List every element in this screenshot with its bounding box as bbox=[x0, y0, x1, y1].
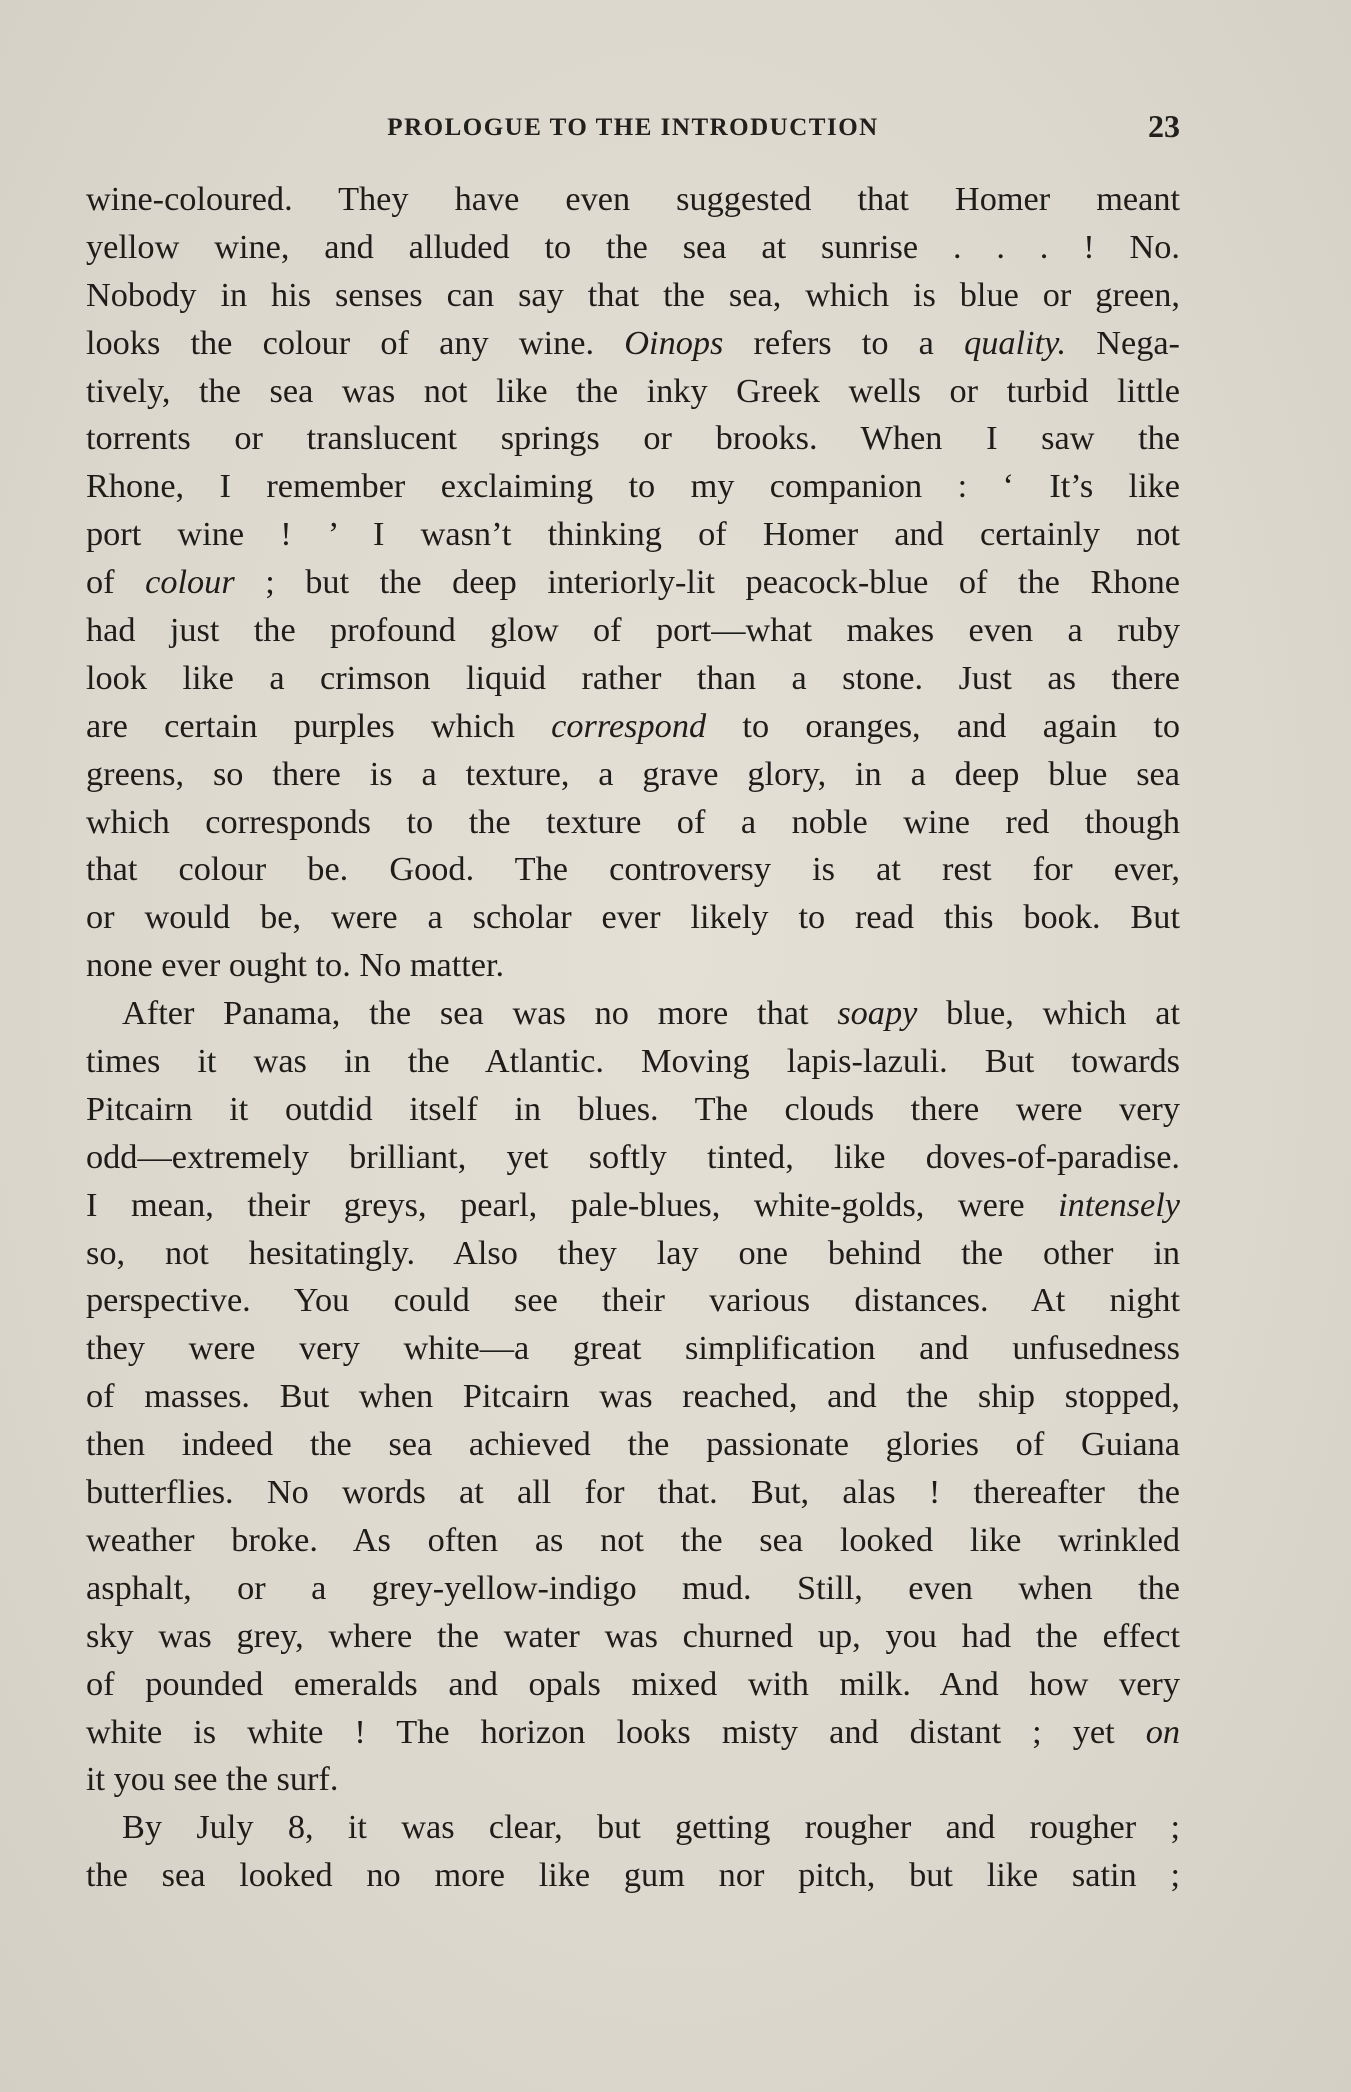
text-segment: had just the profound glow of port—what makes even a ruby bbox=[86, 611, 1180, 650]
text-line bbox=[86, 559, 1180, 607]
italic-text: quality. bbox=[964, 323, 1067, 362]
body-text bbox=[86, 176, 1180, 1900]
text-line bbox=[86, 1134, 1180, 1182]
text-line bbox=[86, 1661, 1180, 1709]
text-segment: I mean, their greys, pearl, pale-blues, white-golds, were bbox=[86, 1185, 1059, 1224]
text-line bbox=[86, 846, 1180, 894]
text-segment: Nega- bbox=[1066, 323, 1180, 362]
text-line bbox=[86, 990, 1180, 1038]
text-segment: weather broke. As often as not the sea looked like wrinkled bbox=[86, 1520, 1180, 1559]
text-segment: odd—extremely brilliant, yet softly tinted, like doves-of-paradise. bbox=[86, 1137, 1180, 1176]
text-segment: are certain purples which bbox=[86, 706, 552, 745]
text-segment: torrents or translucent springs or brooks. When I saw the bbox=[86, 419, 1180, 458]
text-segment: After Panama, the sea was no more that bbox=[122, 994, 838, 1033]
text-segment: it you see the surf. bbox=[86, 1760, 339, 1799]
text-line bbox=[86, 607, 1180, 655]
text-line bbox=[86, 894, 1180, 942]
text-segment: tively, the sea was not like the inky Greek wells or turbid little bbox=[86, 371, 1180, 410]
text-line bbox=[86, 1086, 1180, 1134]
text-line bbox=[86, 1038, 1180, 1086]
text-line bbox=[86, 511, 1180, 559]
text-segment: greens, so there is a texture, a grave glory, in a deep blue sea bbox=[86, 754, 1180, 793]
running-head bbox=[86, 108, 1180, 152]
text-line bbox=[86, 1517, 1180, 1565]
text-segment: the sea looked no more like gum nor pitch, but like satin ; bbox=[86, 1856, 1180, 1895]
text-line bbox=[86, 1182, 1180, 1230]
italic-text: Oinops bbox=[624, 323, 724, 362]
text-line bbox=[86, 1613, 1180, 1661]
text-line bbox=[86, 1709, 1180, 1757]
text-segment: butterflies. No words at all for that. But, alas ! thereafter the bbox=[86, 1473, 1180, 1512]
text-segment: wine-coloured. They have even suggested that Homer meant bbox=[86, 180, 1180, 218]
text-segment: asphalt, or a grey-yellow-indigo mud. Still, even when the bbox=[86, 1568, 1180, 1607]
page-number: 23 bbox=[1148, 108, 1180, 144]
text-segment: Pitcairn it outdid itself in blues. The clouds there were very bbox=[86, 1089, 1180, 1128]
text-segment: looks the colour of any wine. bbox=[86, 323, 625, 362]
text-segment: ; but the deep interiorly-lit peacock-blue of the Rhone bbox=[234, 563, 1180, 602]
text-line bbox=[86, 272, 1180, 320]
text-segment: so, not hesitatingly. Also they lay one behind the other in bbox=[86, 1233, 1180, 1272]
text-line bbox=[86, 655, 1180, 703]
italic-text: colour bbox=[145, 563, 235, 602]
italic-text: correspond bbox=[551, 706, 707, 745]
text-line bbox=[86, 463, 1180, 511]
text-line bbox=[86, 1373, 1180, 1421]
text-segment: Rhone, I remember exclaiming to my companion : ‘ It’s like bbox=[86, 467, 1180, 506]
italic-text: soapy bbox=[837, 994, 918, 1033]
italic-text: intensely bbox=[1058, 1185, 1180, 1224]
text-line bbox=[86, 1277, 1180, 1325]
text-segment: none ever ought to. No matter. bbox=[86, 946, 505, 985]
text-segment: that colour be. Good. The controversy is at rest for ever, bbox=[86, 850, 1180, 889]
text-line bbox=[86, 703, 1180, 751]
text-segment: times it was in the Atlantic. Moving lapis-lazuli. But towards bbox=[86, 1042, 1180, 1081]
text-line bbox=[86, 1756, 1180, 1804]
text-segment: they were very white—a great simplification and unfusedness bbox=[86, 1329, 1180, 1368]
text-line bbox=[86, 1421, 1180, 1469]
text-segment: then indeed the sea achieved the passionate glories of Guiana bbox=[86, 1425, 1180, 1464]
text-line bbox=[86, 415, 1180, 463]
italic-text: on bbox=[1145, 1712, 1180, 1751]
text-line bbox=[86, 1804, 1180, 1852]
text-segment: of masses. But when Pitcairn was reached, and the ship stopped, bbox=[86, 1377, 1180, 1416]
running-title: PROLOGUE TO THE INTRODUCTION bbox=[387, 114, 879, 141]
text-line bbox=[86, 1325, 1180, 1373]
text-line bbox=[86, 799, 1180, 847]
text-line bbox=[86, 1565, 1180, 1613]
text-line bbox=[86, 1230, 1180, 1278]
text-segment: sky was grey, where the water was churned up, you had the effect bbox=[86, 1616, 1180, 1655]
text-line bbox=[86, 751, 1180, 799]
text-line bbox=[86, 368, 1180, 416]
text-segment: of bbox=[86, 563, 146, 602]
text-segment: port wine ! ’ I wasn’t thinking of Homer and certainly not bbox=[86, 515, 1180, 554]
text-segment: By July 8, it was clear, but getting rougher and rougher ; bbox=[122, 1808, 1180, 1847]
text-line bbox=[86, 224, 1180, 272]
text-segment: to oranges, and again to bbox=[706, 706, 1181, 745]
text-line bbox=[86, 320, 1180, 368]
text-line bbox=[86, 1852, 1180, 1900]
text-segment: perspective. You could see their various distances. At night bbox=[86, 1281, 1180, 1320]
text-line bbox=[86, 176, 1180, 224]
text-segment: or would be, were a scholar ever likely to read this book. But bbox=[86, 898, 1180, 937]
text-segment: refers to a bbox=[723, 323, 965, 362]
text-segment: yellow wine, and alluded to the sea at sunrise . . . ! No. bbox=[86, 227, 1180, 266]
text-segment: which corresponds to the texture of a noble wine red though bbox=[86, 802, 1180, 841]
text-segment: look like a crimson liquid rather than a stone. Just as there bbox=[86, 658, 1180, 697]
text-segment: of pounded emeralds and opals mixed with milk. And how very bbox=[86, 1664, 1180, 1703]
text-segment: Nobody in his senses can say that the sea, which is blue or green, bbox=[86, 275, 1180, 314]
text-line bbox=[86, 1469, 1180, 1517]
text-segment: white is white ! The horizon looks misty and distant ; yet bbox=[86, 1712, 1146, 1751]
text-segment: blue, which at bbox=[917, 994, 1180, 1033]
text-line bbox=[86, 942, 1180, 990]
